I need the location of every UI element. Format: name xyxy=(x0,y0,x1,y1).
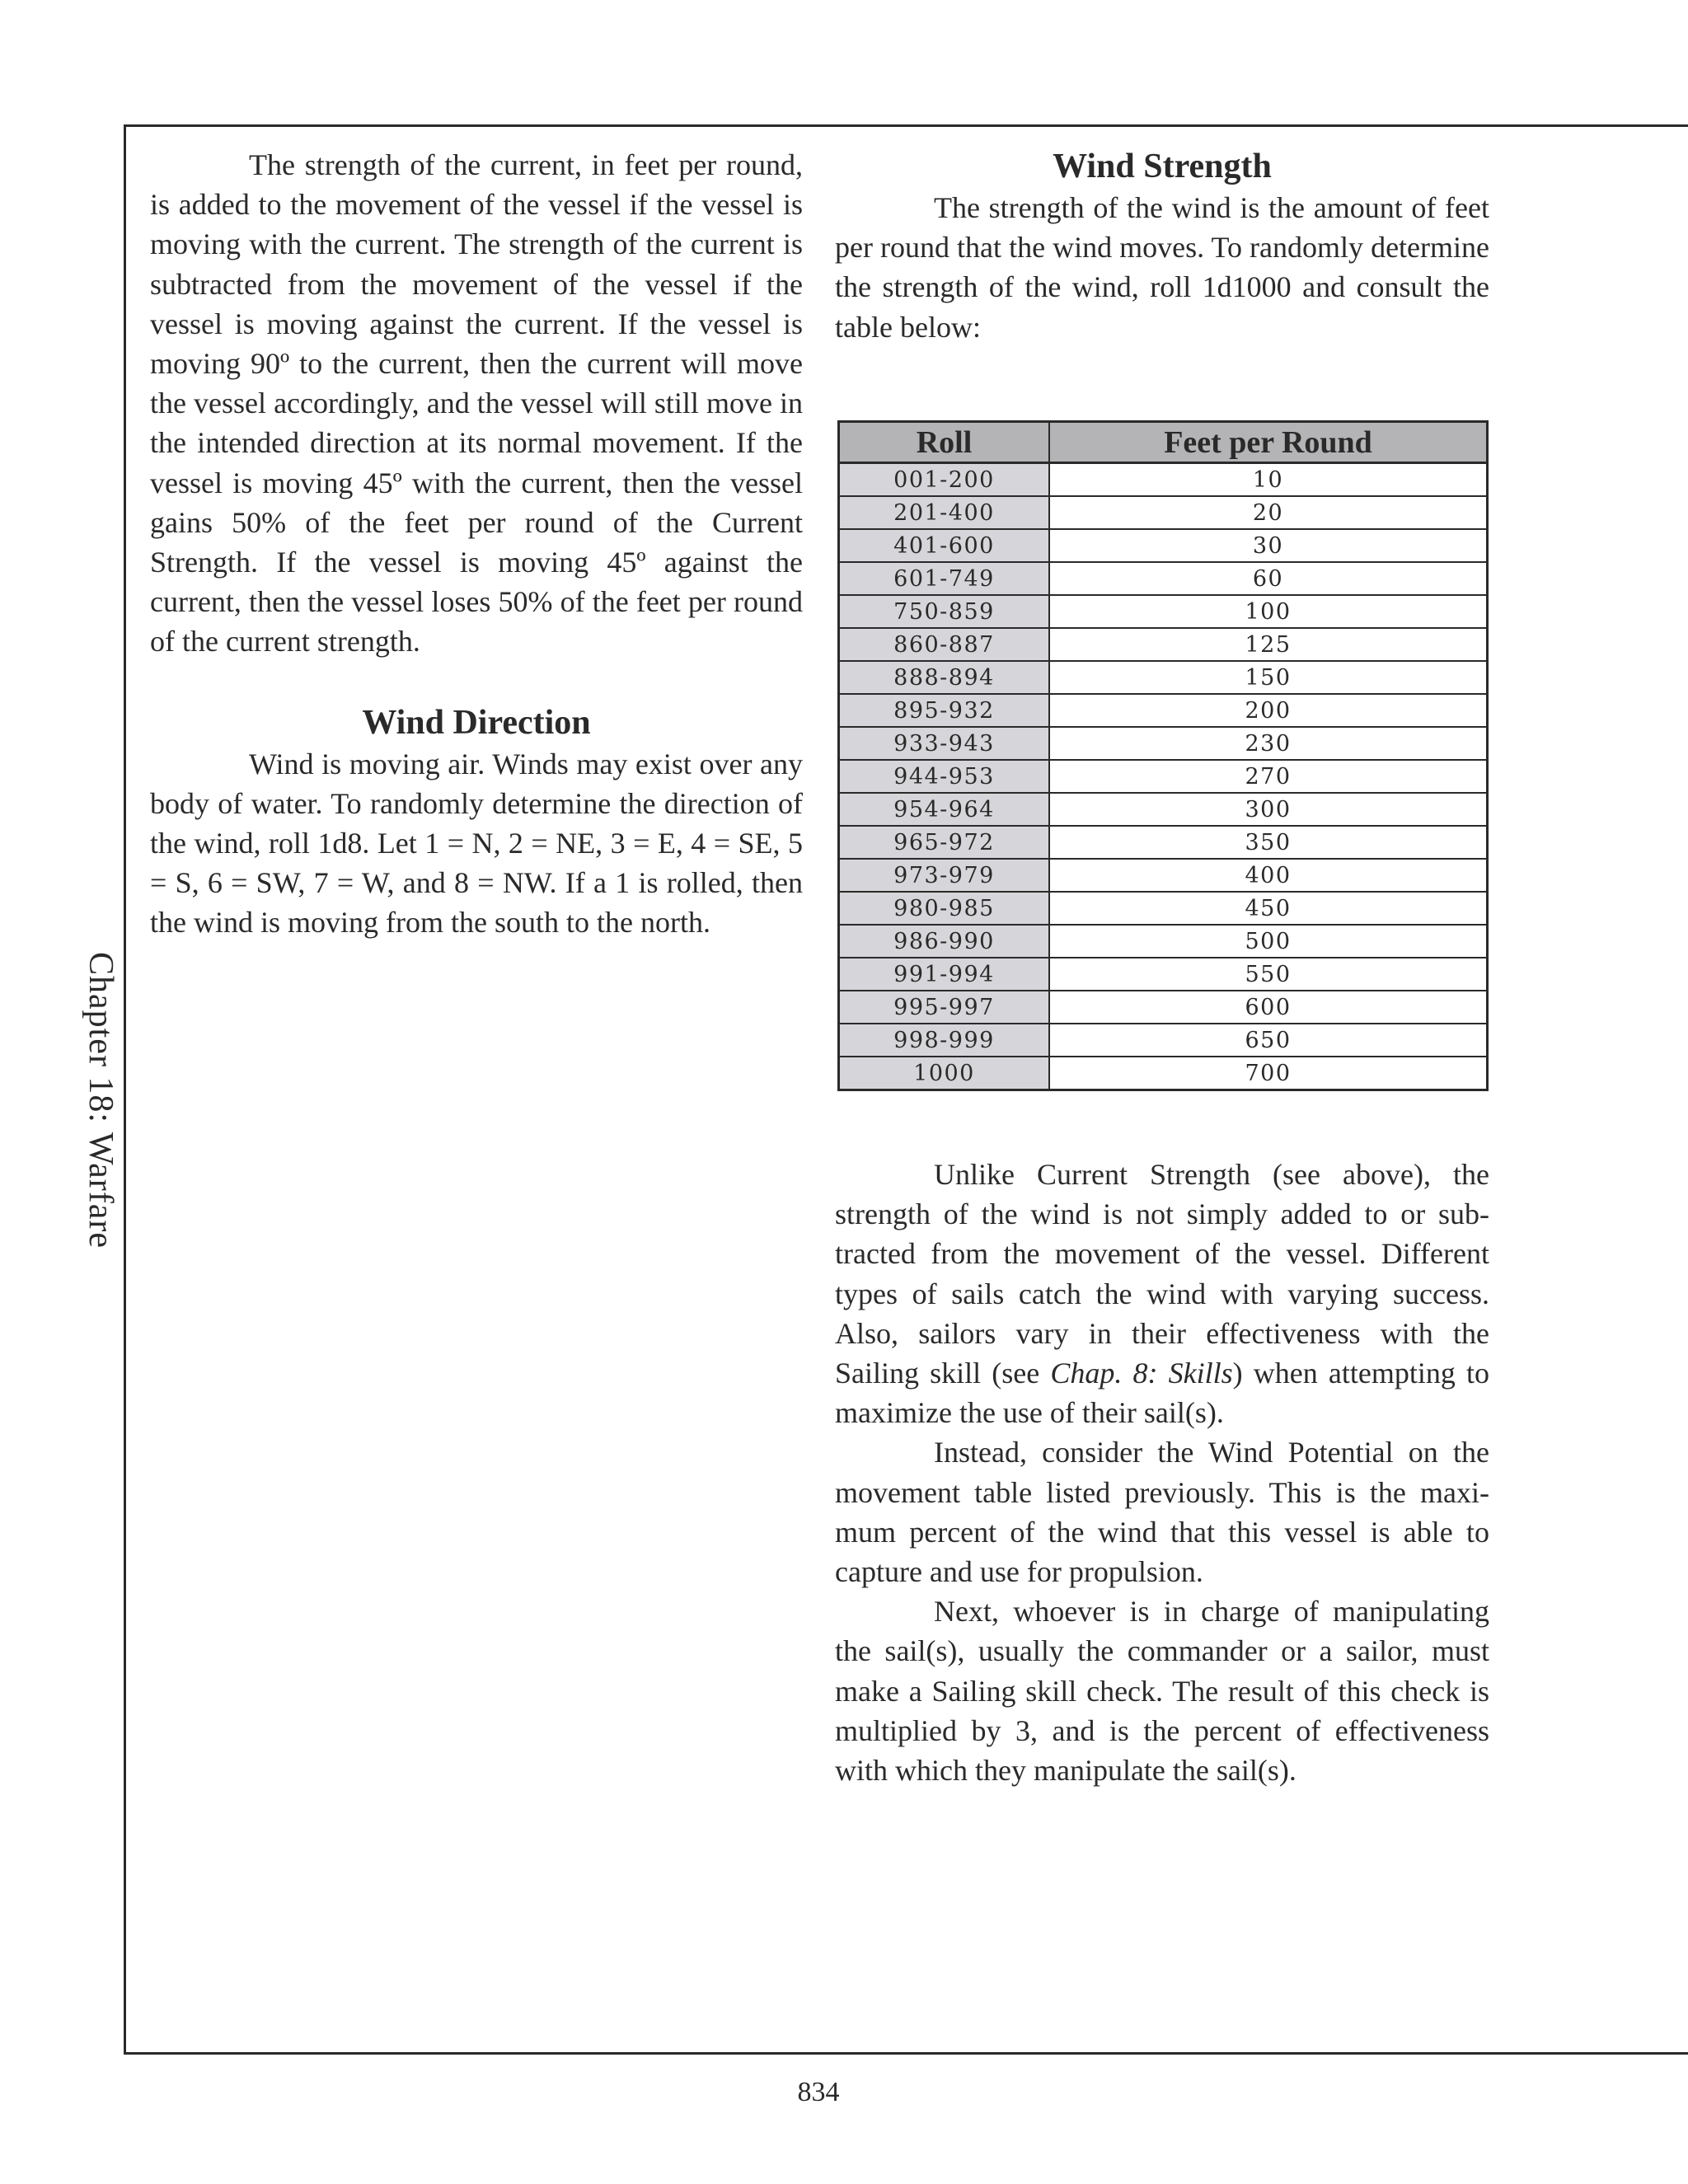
roll-range-cell: 001-200 xyxy=(839,463,1050,497)
table-header-row xyxy=(839,422,1488,463)
roll-range-cell: 980-985 xyxy=(839,892,1050,925)
roll-range-cell: 933-943 xyxy=(839,727,1050,760)
feet-per-round-cell: 550 xyxy=(1049,958,1488,991)
roll-range-cell: 986-990 xyxy=(839,925,1050,958)
table-row xyxy=(839,694,1488,727)
roll-range-cell: 973-979 xyxy=(839,859,1050,892)
roll-range-cell: 895-932 xyxy=(839,694,1050,727)
feet-per-round-cell: 100 xyxy=(1049,595,1488,628)
right-column-top xyxy=(835,145,1489,347)
table-row xyxy=(839,859,1488,892)
wind-strength-heading: Wind Strength xyxy=(1053,148,1272,185)
skills-chapter-reference: Chap. 8: Skills xyxy=(1050,1357,1233,1390)
feet-per-round-cell: 125 xyxy=(1049,628,1488,661)
wind-direction-paragraph: Wind is moving air. Winds may exist over any body of water. To randomly determine the direction of the wind, roll 1d8. Let 1 = N, 2 = NE, 3 = E, 4 = SE, 5 = S, 6 = SW, 7 = W, and 8 = NW. If a 1 is rolled, then the wind is moving from the south to the north. xyxy=(150,747,803,940)
chapter-label: Chapter 18: Warfare xyxy=(82,951,120,1249)
table-row xyxy=(839,463,1488,497)
table-row xyxy=(839,892,1488,925)
feet-per-round-cell: 500 xyxy=(1049,925,1488,958)
table-row xyxy=(839,1057,1488,1090)
feet-per-round-column-header: Feet per Round xyxy=(1049,422,1488,463)
feet-per-round-cell: 200 xyxy=(1049,694,1488,727)
page-number: 834 xyxy=(797,2077,840,2107)
roll-range-cell: 601-749 xyxy=(839,562,1050,595)
left-column xyxy=(150,145,803,943)
feet-per-round-cell: 650 xyxy=(1049,1024,1488,1057)
feet-per-round-cell: 600 xyxy=(1049,991,1488,1024)
roll-range-cell: 401-600 xyxy=(839,529,1050,562)
roll-range-cell: 860-887 xyxy=(839,628,1050,661)
table-row xyxy=(839,529,1488,562)
table-row xyxy=(839,562,1488,595)
feet-per-round-cell: 400 xyxy=(1049,859,1488,892)
feet-per-round-cell: 450 xyxy=(1049,892,1488,925)
roll-range-cell: 888-894 xyxy=(839,661,1050,694)
feet-per-round-cell: 60 xyxy=(1049,562,1488,595)
feet-per-round-cell: 270 xyxy=(1049,760,1488,793)
current-strength-paragraph: The strength of the current, in feet per round, is added to the movement of the vessel if the vessel is moving with the current. The strength of the current is subtracted from the movement of the vessel if the vessel is moving against the current. If the vessel is moving 90º to the current, then the current will move the vessel accordingly, and the vessel will still move in the intended direction at its normal movement. If the vessel is moving 45º with the current, then the vessel gains 50% of the feet per round of the Current Strength. If the vessel is moving 45º against the current, then the vessel loses 50% of the feet per round of the current strength. xyxy=(150,148,803,658)
wind-strength-table-wrapper xyxy=(837,420,1489,1091)
feet-per-round-cell: 20 xyxy=(1049,496,1488,529)
roll-range-cell: 944-953 xyxy=(839,760,1050,793)
wind-strength-intro: The strength of the wind is the amount of feet per round that the wind moves. To randomly determine the strength of the wind, roll 1d1000 and consult the table below: xyxy=(835,191,1489,344)
roll-range-cell: 991-994 xyxy=(839,958,1050,991)
table-row xyxy=(839,1024,1488,1057)
wind-strength-table xyxy=(837,420,1489,1091)
roll-range-cell: 995-997 xyxy=(839,991,1050,1024)
feet-per-round-cell: 10 xyxy=(1049,463,1488,497)
feet-per-round-cell: 350 xyxy=(1049,826,1488,859)
table-row xyxy=(839,661,1488,694)
feet-per-round-cell: 300 xyxy=(1049,793,1488,826)
roll-range-cell: 201-400 xyxy=(839,496,1050,529)
table-row xyxy=(839,727,1488,760)
table-row xyxy=(839,925,1488,958)
wind-vs-current-text: Unlike Current Strength (see above), the strength of the wind is not simply added to or subtracted from the movement of the vessel. Different types of sails catch the wind with varying success. Also, sailors vary in their effectiveness with the Sailing skill (see xyxy=(835,1158,1489,1390)
roll-range-cell: 954-964 xyxy=(839,793,1050,826)
wind-potential-paragraph: Instead, consider the Wind Potential on the movement table listed previously. This is the maximum percent of the wind that this vessel is able to capture and use for propulsion. xyxy=(835,1436,1489,1589)
wind-strength-table-body xyxy=(839,463,1488,1090)
table-row xyxy=(839,793,1488,826)
feet-per-round-cell: 700 xyxy=(1049,1057,1488,1090)
feet-per-round-cell: 30 xyxy=(1049,529,1488,562)
roll-range-cell: 965-972 xyxy=(839,826,1050,859)
table-row xyxy=(839,760,1488,793)
sailing-check-paragraph: Next, whoever is in charge of manipulating the sail(s), usually the commander or a sailor, must make a Sailing skill check. The result of this check is multiplied by 3, and is the percent of effectiveness with which they manipulate the sail(s). xyxy=(835,1595,1489,1788)
feet-per-round-cell: 150 xyxy=(1049,661,1488,694)
table-row xyxy=(839,496,1488,529)
wind-vs-current-text-end: ) when attempting to maximize the use of their sail(s). xyxy=(835,1357,1489,1430)
roll-range-cell: 998-999 xyxy=(839,1024,1050,1057)
roll-column-header: Roll xyxy=(839,422,1050,463)
feet-per-round-cell: 230 xyxy=(1049,727,1488,760)
right-column-bottom xyxy=(835,1155,1489,1790)
table-row xyxy=(839,628,1488,661)
table-row xyxy=(839,595,1488,628)
roll-range-cell: 1000 xyxy=(839,1057,1050,1090)
wind-vs-current-paragraph xyxy=(835,1155,1489,1432)
table-row xyxy=(839,958,1488,991)
table-row xyxy=(839,826,1488,859)
roll-range-cell: 750-859 xyxy=(839,595,1050,628)
wind-direction-heading: Wind Direction xyxy=(362,703,591,742)
table-row xyxy=(839,991,1488,1024)
